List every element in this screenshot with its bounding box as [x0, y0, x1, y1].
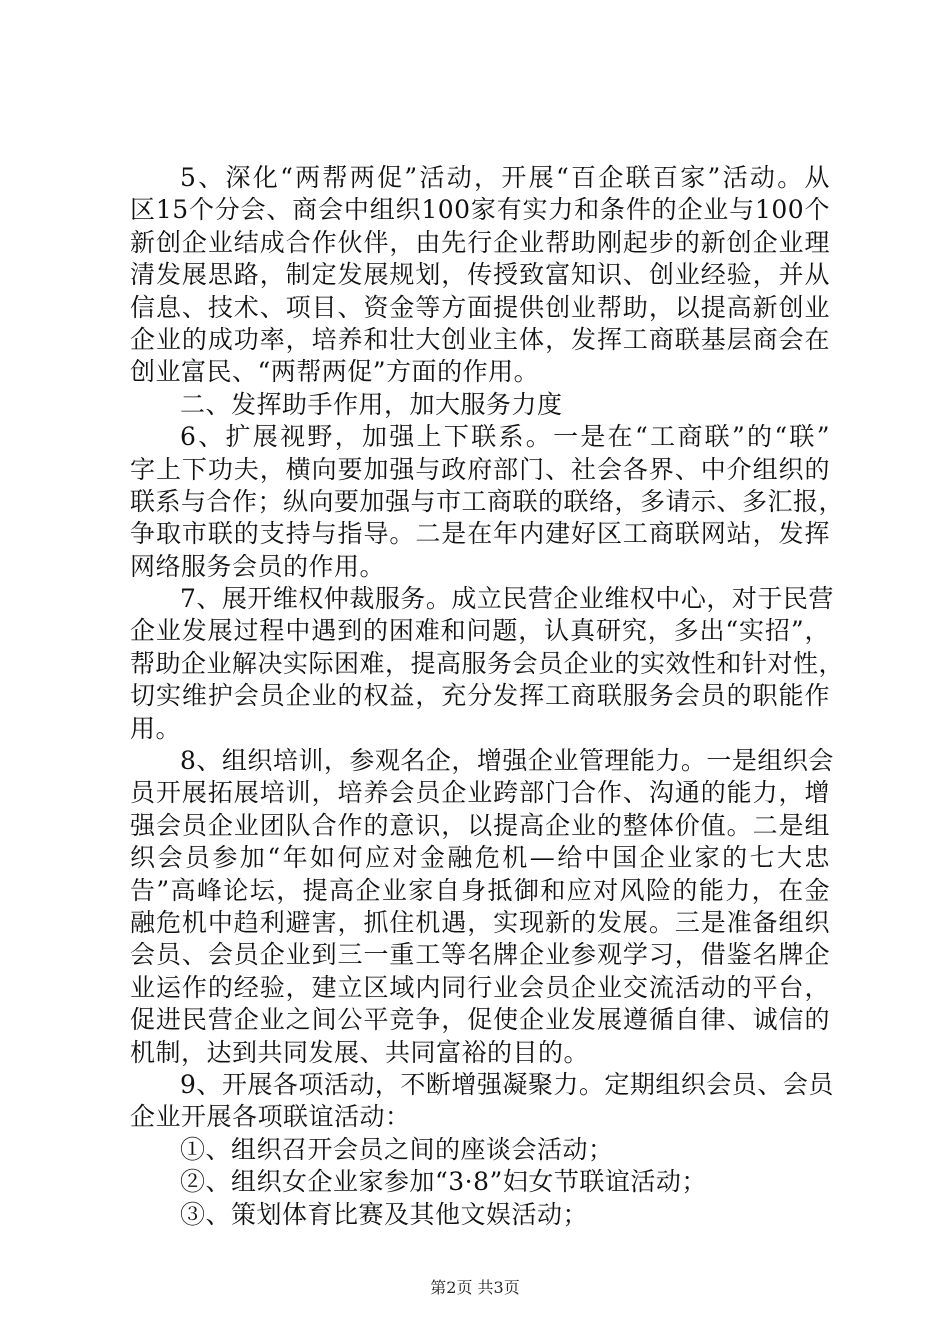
- text-line: ①、组织召开会员之间的座谈会活动；: [180, 1134, 614, 1164]
- text-line: ③、策划体育比赛及其他文娱活动；: [180, 1199, 589, 1229]
- text-line: 8、组织培训，参观名企，增强企业管理能力。一是组织会: [180, 746, 834, 776]
- text-line: 创业富民、“两帮两促”方面的作用。: [130, 357, 540, 387]
- text-line: 区15个分会、商会中组织100家有实力和条件的企业与100个: [130, 195, 830, 225]
- text-line: 员开展拓展培训，培养会员企业跨部门合作、沟通的能力，增: [130, 778, 830, 808]
- text-line: 告”高峰论坛，提高企业家自身抵御和应对风险的能力，在金: [130, 875, 830, 905]
- text-line: 织会员参加“年如何应对金融危机—给中国企业家的七大忠: [130, 843, 830, 873]
- text-line: 6、扩展视野，加强上下联系。一是在“工商联”的“联”: [180, 422, 830, 452]
- text-line: 企业开展各项联谊活动：: [130, 1102, 411, 1132]
- text-line: 5、深化“两帮两促”活动，开展“百企联百家”活动。从: [180, 163, 830, 192]
- page-footer: 第2页 共3页: [430, 1278, 520, 1297]
- text-line: 清发展思路，制定发展规划，传授致富知识、创业经验，并从: [130, 260, 830, 290]
- text-line: 切实维护会员企业的权益，充分发挥工商联服务会员的职能作: [130, 681, 830, 711]
- text-line: 网络服务会员的作用。: [130, 551, 386, 581]
- text-line: 9、开展各项活动，不断增强凝聚力。定期组织会员、会员: [180, 1069, 834, 1099]
- text-line: 帮助企业解决实际困难，提高服务会员企业的实效性和针对性，: [130, 648, 845, 678]
- text-line: 企业发展过程中遇到的困难和问题，认真研究，多出“实招”，: [130, 616, 830, 646]
- text-line: 用。: [130, 713, 182, 743]
- text-line: 信息、技术、项目、资金等方面提供创业帮助，以提高新创业: [130, 292, 830, 322]
- document-body: [130, 162, 845, 1231]
- text-line: 企业的成功率，培养和壮大创业主体，发挥工商联基层商会在: [130, 324, 830, 354]
- text-line: 7、展开维权仲裁服务。成立民营企业维权中心，对于民营: [180, 584, 834, 614]
- text-line: 联系与合作；纵向要加强与市工商联的联络，多请示、多汇报，: [130, 486, 845, 516]
- text-line: 字上下功夫，横向要加强与政府部门、社会各界、中介组织的: [130, 454, 830, 484]
- text-line: 新创企业结成合作伙伴，由先行企业帮助刚起步的新创企业理: [130, 227, 830, 257]
- text-line: 争取市联的支持与指导。二是在年内建好区工商联网站，发挥: [130, 519, 830, 549]
- text-line: 强会员企业团队合作的意识，以提高企业的整体价值。二是组: [130, 810, 830, 840]
- text-line: ②、组织女企业家参加“3·8”妇女节联谊活动；: [180, 1167, 707, 1197]
- text-line: 会员、会员企业到三一重工等名牌企业参观学习，借鉴名牌企: [130, 940, 830, 970]
- text-line: 机制，达到共同发展、共同富裕的目的。: [130, 1037, 590, 1067]
- text-line: 二、发挥助手作用，加大服务力度: [180, 389, 563, 419]
- text-line: 业运作的经验，建立区域内同行业会员企业交流活动的平台，: [130, 972, 830, 1002]
- text-line: 融危机中趋利避害，抓住机遇，实现新的发展。三是准备组织: [130, 907, 830, 937]
- text-line: 促进民营企业之间公平竞争，促使企业发展遵循自律、诚信的: [130, 1005, 830, 1035]
